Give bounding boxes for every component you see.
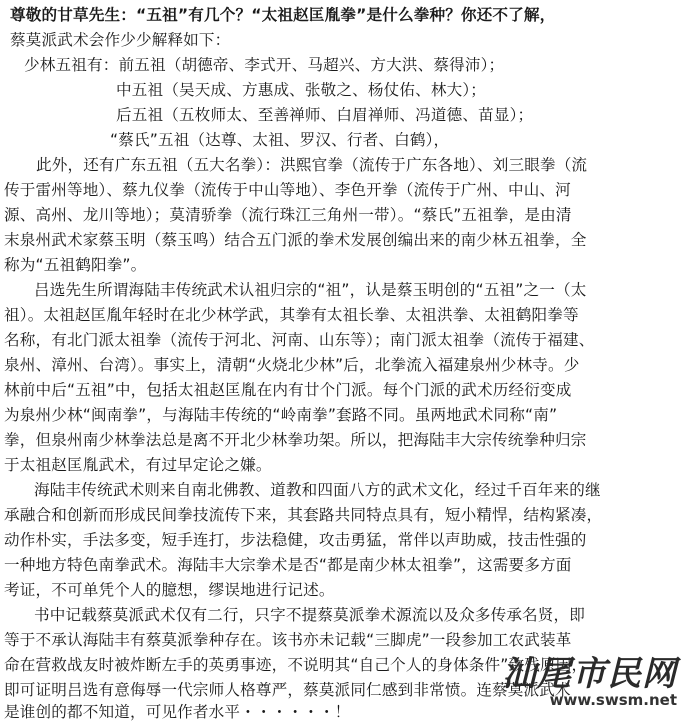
watermark-url: www.swsm.net — [549, 691, 677, 709]
text-line: 是谁创的都不知道，可见作者水平・・・・・・！ — [4, 703, 351, 721]
text-line: 动作朴实，手法多变，短手连打，步法稳健，攻击勇猛，常伴以声助威，技击性强的 — [4, 531, 587, 549]
text-line: 传于雷州等地）、蔡九仪拳（流传于中山等地）、李色开拳（流传于广州、中山、河 — [4, 181, 571, 199]
text-line: 泉州、漳州、台湾）。事实上，清朝“火烧北少林”后，北拳流入福建泉州少林寺。少 — [4, 356, 580, 374]
text-line: 祖）。太祖赵匡胤年轻时在北少林学武，其拳有太祖长拳、太祖洪拳、太祖鹤阳拳等 — [4, 306, 579, 324]
text-line: 吕选先生所谓海陆丰传统武术认祖归宗的“祖”，认是蔡玉明创的“五祖”之一（太 — [34, 281, 587, 299]
text-line: 中五祖（吴天成、方惠成、张敬之、杨仗佑、林大）； — [116, 81, 487, 99]
text-line: 源、高州、龙川等地）；莫清骄拳（流行珠江三角州一带）。“蔡氏”五祖拳，是由清 — [4, 206, 572, 224]
text-line: 此外，还有广东五祖（五大名拳）：洪熙官拳（流传于广东各地）、刘三眼拳（流 — [36, 156, 588, 174]
text-line: 拳，但泉州南少林拳法总是离不开北少林拳功架。所以，把海陆丰大宗传统拳种归宗 — [4, 431, 587, 449]
text-line: 等于不承认海陆丰有蔡莫派拳种存在。该书亦未记载“三脚虎”一段参加工农武装革 — [4, 631, 572, 649]
text-line: 末泉州武术家蔡玉明（蔡玉鸣）结合五门派的拳术发展创编出来的南少林五祖拳，全 — [4, 231, 587, 249]
text-line: 后五祖（五枚师太、至善禅师、白眉禅师、冯道德、苗显）； — [116, 106, 534, 124]
text-line: 命在营救战友时被炸断左手的英勇事迹，不说明其“自己个人的身体条件”致残原因， — [4, 656, 588, 674]
text-line: 名称，有北门派太祖拳（流传于河北、河南、山东等）；南门派太祖拳（流传于福建、 — [4, 331, 595, 349]
text-line: 称为“五祖鹤阳拳”。 — [4, 256, 147, 274]
text-line: 海陆丰传统武术则来自南北佛教、道教和四面八方的武术文化，经过千百年来的继 — [34, 481, 601, 499]
watermark-logo-text: 汕尾市民网 — [502, 654, 677, 694]
text-line: 一种地方特色南拳武术。海陆丰大宗拳术是否“都是南少林太祖拳”，这需要多方面 — [4, 556, 572, 574]
text-line: 蔡莫派武术会作少少解释如下： — [10, 31, 231, 49]
text-line: 尊敬的甘草先生：“五祖”有几个？“太祖赵匡胤拳”是什么拳种？你还不了解， — [10, 6, 556, 24]
text-line: “蔡氏”五祖（达尊、太祖、罗汉、行者、白鹤）， — [110, 131, 450, 149]
text-line: 考证，不可单凭个人的臆想，缪误地进行记述。 — [4, 581, 335, 599]
text-line: 书中记载蔡莫派武术仅有二行，只字不提蔡莫派拳术源流以及众多传承名贤，即 — [34, 606, 586, 624]
text-line: 于太祖赵匡胤武术，有过早定论之嫌。 — [4, 456, 272, 474]
text-line: 即可证明吕选有意侮辱一代宗师人格尊严，蔡莫派同仁感到非常愤。连蔡莫派武术 — [4, 681, 571, 699]
text-line: 承融合和创新而形成民间拳技流传下来，其套路共同特点具有，短小精悍，结构紧凑， — [4, 506, 603, 524]
text-line: 林前中后“五祖”中，包括太祖赵匡胤在内有廿个门派。每个门派的武术历经衍变成 — [4, 381, 572, 399]
text-line: 少林五祖有：前五祖（胡德帝、李式开、马超兴、方大洪、蔡得沛）； — [24, 56, 505, 74]
text-line: 为泉州少林“闽南拳”，与海陆丰传统的“岭南拳”套路不同。虽两地武术同称“南” — [4, 406, 558, 424]
